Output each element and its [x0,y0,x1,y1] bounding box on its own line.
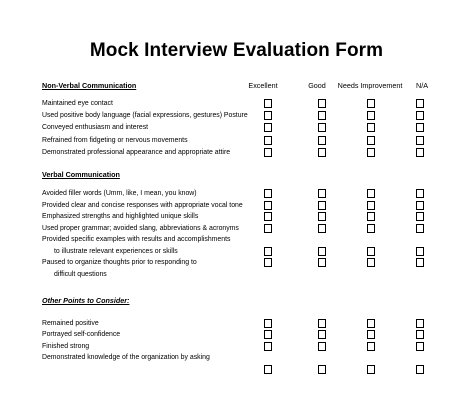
form-row [0,319,473,330]
checkbox-na[interactable] [416,123,424,132]
checkbox-excellent[interactable] [264,136,272,145]
checkbox-needs-improvement[interactable] [367,189,375,198]
form-row [0,136,473,147]
checkbox-needs-improvement[interactable] [367,365,375,374]
checkbox-good[interactable] [318,258,326,267]
checkbox-excellent[interactable] [264,319,272,328]
checkbox-needs-improvement[interactable] [367,123,375,132]
form-row [0,201,473,212]
checkbox-needs-improvement[interactable] [367,247,375,256]
column-header-excellent: Excellent [248,81,278,90]
form-row [0,123,473,134]
form-row [0,148,473,159]
checkbox-na[interactable] [416,247,424,256]
checkbox-good[interactable] [318,148,326,157]
form-row [0,353,473,364]
column-header-needs-improvement: Needs Improvement [337,81,403,90]
checkbox-good[interactable] [318,319,326,328]
checkbox-na[interactable] [416,212,424,221]
checkbox-needs-improvement[interactable] [367,212,375,221]
form-title: Mock Interview Evaluation Form [89,40,384,61]
checkbox-good[interactable] [318,123,326,132]
checkbox-good[interactable] [318,330,326,339]
form-row [0,247,473,258]
row-label: Used proper grammar; avoided slang, abbreviations & acronyms [42,224,239,232]
checkbox-needs-improvement[interactable] [367,258,375,267]
row-label: to illustrate relevant experiences or skills [54,247,178,255]
checkbox-good[interactable] [318,247,326,256]
column-header-na: N/A [416,81,428,90]
checkbox-good[interactable] [318,111,326,120]
row-label: difficult questions [54,270,107,278]
row-label: Refrained from fidgeting or nervous movements [42,136,188,144]
checkbox-good[interactable] [318,365,326,374]
form-row [0,224,473,235]
form-row [0,111,473,122]
checkbox-excellent[interactable] [264,258,272,267]
form-row [0,212,473,223]
checkbox-na[interactable] [416,111,424,120]
row-label: Paused to organize thoughts prior to responding to [42,259,197,266]
row-label: Emphasized strengths and highlighted unique skills [42,213,199,220]
checkbox-needs-improvement[interactable] [367,111,375,120]
section-heading: Verbal Communication [42,170,120,179]
checkbox-good[interactable] [318,99,326,108]
checkbox-needs-improvement[interactable] [367,99,375,108]
row-label: Finished strong [42,342,90,350]
checkbox-needs-improvement[interactable] [367,330,375,339]
form-row [0,365,473,376]
checkbox-excellent[interactable] [264,224,272,233]
checkbox-excellent[interactable] [264,212,272,221]
checkbox-excellent[interactable] [264,123,272,132]
checkbox-good[interactable] [318,212,326,221]
checkbox-needs-improvement[interactable] [367,136,375,145]
checkbox-needs-improvement[interactable] [367,342,375,351]
checkbox-na[interactable] [416,330,424,339]
checkbox-na[interactable] [416,365,424,374]
checkbox-excellent[interactable] [264,330,272,339]
row-label: Provided specific examples with results and accomplishments [42,236,231,243]
row-label: Used positive body language (facial expressions, gestures) Posture [42,112,248,120]
form-row [0,189,473,200]
row-label: Remained positive [42,320,99,327]
checkbox-na[interactable] [416,201,424,210]
checkbox-good[interactable] [318,136,326,145]
checkbox-excellent[interactable] [264,247,272,256]
column-header-good: Good [308,81,326,90]
checkbox-needs-improvement[interactable] [367,224,375,233]
form-row [0,330,473,341]
form-row [0,99,473,110]
page-cutoff [0,404,473,410]
checkbox-excellent[interactable] [264,342,272,351]
row-label: Demonstrated knowledge of the organization by asking [42,354,210,362]
form-row [0,342,473,353]
checkbox-excellent[interactable] [264,148,272,157]
checkbox-good[interactable] [318,224,326,233]
form-row [0,258,473,269]
checkbox-excellent[interactable] [264,111,272,120]
form-row [0,235,473,246]
checkbox-needs-improvement[interactable] [367,148,375,157]
checkbox-needs-improvement[interactable] [367,319,375,328]
checkbox-good[interactable] [318,201,326,210]
checkbox-good[interactable] [318,342,326,351]
row-label: Demonstrated professional appearance and appropriate attire [42,148,231,156]
row-label: Provided clear and concise responses with appropriate vocal tone [42,201,243,209]
row-label: Avoided filler words (Umm, like, I mean, you know) [42,190,197,197]
row-label: Conveyed enthusiasm and interest [42,124,149,132]
checkbox-excellent[interactable] [264,99,272,108]
checkbox-na[interactable] [416,319,424,328]
checkbox-good[interactable] [318,189,326,198]
row-label: Portrayed self-confidence [42,331,121,339]
checkbox-na[interactable] [416,189,424,198]
checkbox-na[interactable] [416,342,424,351]
checkbox-na[interactable] [416,258,424,267]
checkbox-na[interactable] [416,136,424,145]
checkbox-na[interactable] [416,99,424,108]
checkbox-na[interactable] [416,148,424,157]
checkbox-na[interactable] [416,224,424,233]
form-row [0,270,473,281]
section-heading: Non-Verbal Communication [42,81,137,90]
checkbox-excellent[interactable] [264,201,272,210]
row-label: Maintained eye contact [42,100,113,107]
checkbox-excellent[interactable] [264,365,272,374]
checkbox-needs-improvement[interactable] [367,201,375,210]
section-heading: Other Points to Consider: [42,296,130,305]
checkbox-excellent[interactable] [264,189,272,198]
